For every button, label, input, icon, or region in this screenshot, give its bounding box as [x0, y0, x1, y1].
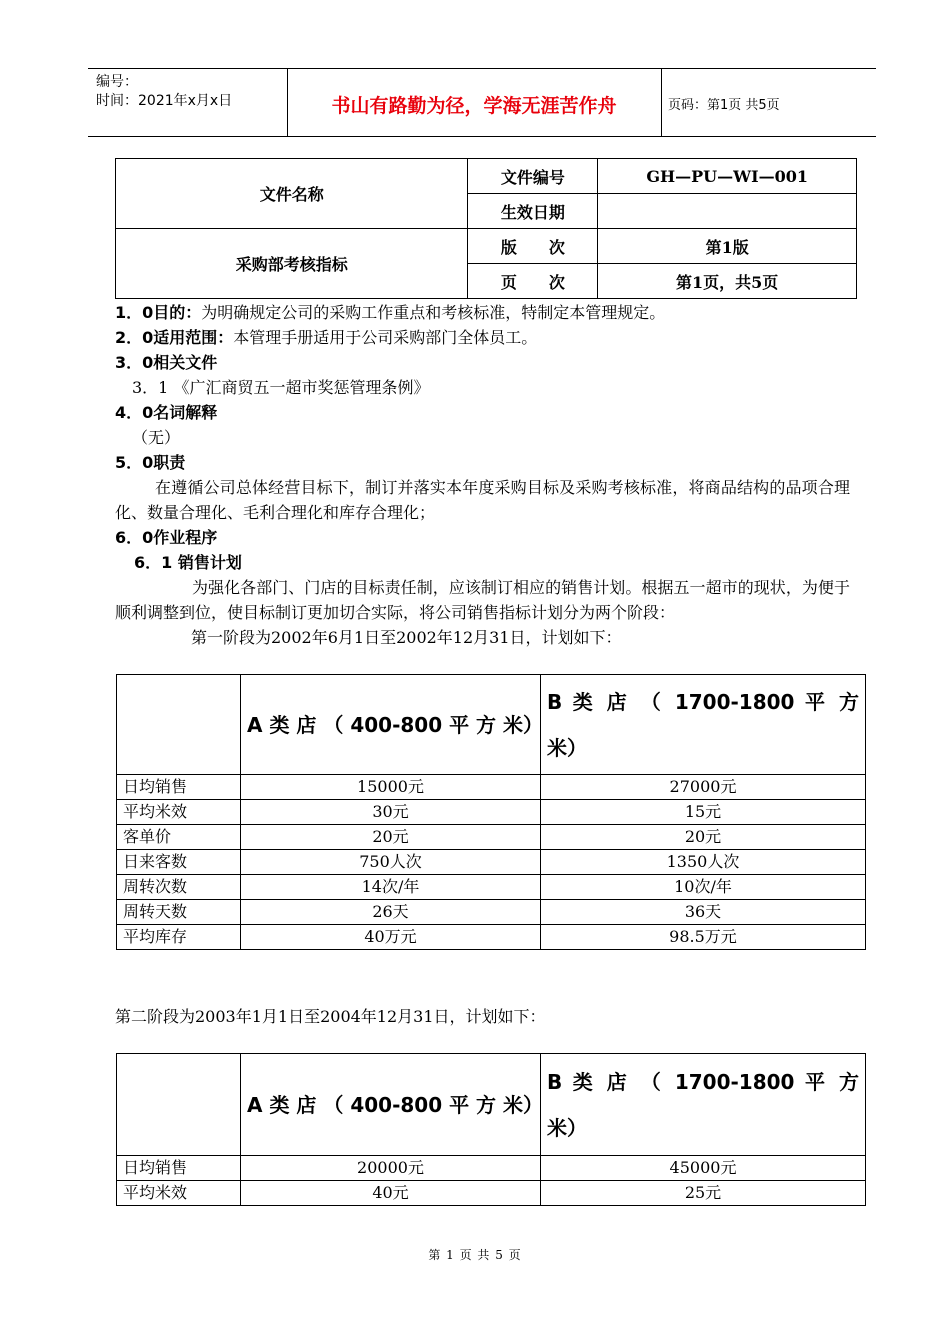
sales-plan-table-stage1	[116, 674, 866, 950]
value-b: 10次/年	[541, 875, 866, 900]
stage2-intro: 第二阶段为2003年1月1日至2004年12月31日，计划如下：	[115, 1007, 546, 1026]
section-title: 2．0适用范围：	[115, 328, 234, 347]
version-label: 版 次	[468, 229, 598, 264]
effective-date-label: 生效日期	[468, 194, 598, 229]
value-b: 36天	[541, 900, 866, 925]
value-b: 98.5万元	[541, 925, 866, 950]
row-label: 周转天数	[117, 900, 241, 925]
row-label: 平均库存	[117, 925, 241, 950]
column-header-a: A 类 店 （ 400-800 平 方 米）	[241, 1054, 541, 1156]
effective-date-value	[598, 194, 857, 229]
table-row	[117, 775, 866, 800]
value-a: 40元	[241, 1181, 541, 1206]
table-row	[117, 800, 866, 825]
column-header-b: B 类 店 （ 1700-1800 平 方 米）	[541, 675, 866, 775]
table-row	[117, 850, 866, 875]
value-b: 20元	[541, 825, 866, 850]
section-title: 1．0目的：	[115, 303, 202, 322]
value-a: 20000元	[241, 1156, 541, 1181]
row-label: 周转次数	[117, 875, 241, 900]
row-label: 日来客数	[117, 850, 241, 875]
sales-plan-table-stage2	[116, 1053, 866, 1206]
table-row	[117, 1181, 866, 1206]
section-text: （无）	[132, 428, 181, 447]
section-title: 3．0相关文件	[115, 353, 218, 372]
page-footer: 第 1 页 共 5 页	[428, 1248, 522, 1262]
section-text: 在遵循公司总体经营目标下，制订并落实本年度采购目标及采购考核标准，将商品结构的品项合理化、数量合理化、毛利合理化和库存合理化；	[115, 478, 850, 522]
value-a: 40万元	[241, 925, 541, 950]
version-value: 第1版	[598, 229, 857, 264]
section-scope	[115, 325, 850, 350]
table-row	[117, 925, 866, 950]
value-a: 14次/年	[241, 875, 541, 900]
related-document-item: 3．1 《广汇商贸五一超市奖惩管理条例》	[132, 378, 430, 397]
document-time-label: 时间：2021年x月x日	[96, 93, 233, 109]
table-row	[117, 1156, 866, 1181]
section-text: 为强化各部门、门店的目标责任制，应该制订相应的销售计划。根据五一超市的现状，为便于顺利调整到位，使目标制订更加切合实际，将公司销售指标计划分为两个阶段：	[115, 578, 850, 622]
section-title: 4．0名词解释	[115, 403, 218, 422]
header-divider	[661, 69, 662, 136]
file-name-label: 文件名称	[116, 159, 468, 229]
value-b: 45000元	[541, 1156, 866, 1181]
row-label: 平均米效	[117, 800, 241, 825]
value-a: 15000元	[241, 775, 541, 800]
row-label: 日均销售	[117, 775, 241, 800]
value-b: 15元	[541, 800, 866, 825]
table-corner-cell	[117, 675, 241, 775]
value-a: 26天	[241, 900, 541, 925]
page-value: 第1页，共5页	[598, 264, 857, 299]
section-purpose	[115, 300, 850, 325]
row-label: 日均销售	[117, 1156, 241, 1181]
page-header	[88, 68, 876, 137]
subsection-title: 6．1 销售计划	[134, 553, 242, 572]
document-info-table	[115, 158, 857, 299]
document-body	[115, 300, 850, 650]
value-a: 750人次	[241, 850, 541, 875]
section-title: 6．0作业程序	[115, 528, 218, 547]
value-a: 30元	[241, 800, 541, 825]
header-meta	[96, 73, 232, 111]
section-text: 本管理手册适用于公司采购部门全体员工。	[233, 328, 538, 347]
file-number-value: GH—PU—WI—001	[598, 159, 857, 194]
section-text: 为明确规定公司的采购工作重点和考核标准，特制定本管理规定。	[201, 303, 666, 322]
file-number-label: 文件编号	[468, 159, 598, 194]
file-name-value: 采购部考核指标	[116, 229, 468, 299]
header-motto: 书山有路勤为径，学海无涯苦作舟	[331, 95, 617, 117]
row-label: 客单价	[117, 825, 241, 850]
value-b: 1350人次	[541, 850, 866, 875]
value-b: 25元	[541, 1181, 866, 1206]
row-label: 平均米效	[117, 1181, 241, 1206]
page-label: 页 次	[468, 264, 598, 299]
table-row	[117, 875, 866, 900]
value-a: 20元	[241, 825, 541, 850]
table-row	[117, 825, 866, 850]
column-header-a: A 类 店 （ 400-800 平 方 米）	[241, 675, 541, 775]
column-header-b: B 类 店 （ 1700-1800 平 方 米）	[541, 1054, 866, 1156]
value-b: 27000元	[541, 775, 866, 800]
stage1-intro: 第一阶段为2002年6月1日至2002年12月31日，计划如下：	[191, 628, 622, 647]
table-corner-cell	[117, 1054, 241, 1156]
document-number-label: 编号：	[96, 74, 138, 90]
table-row	[117, 900, 866, 925]
section-title: 5．0职责	[115, 453, 186, 472]
header-page-number: 页码：第1页 共5页	[668, 98, 780, 113]
